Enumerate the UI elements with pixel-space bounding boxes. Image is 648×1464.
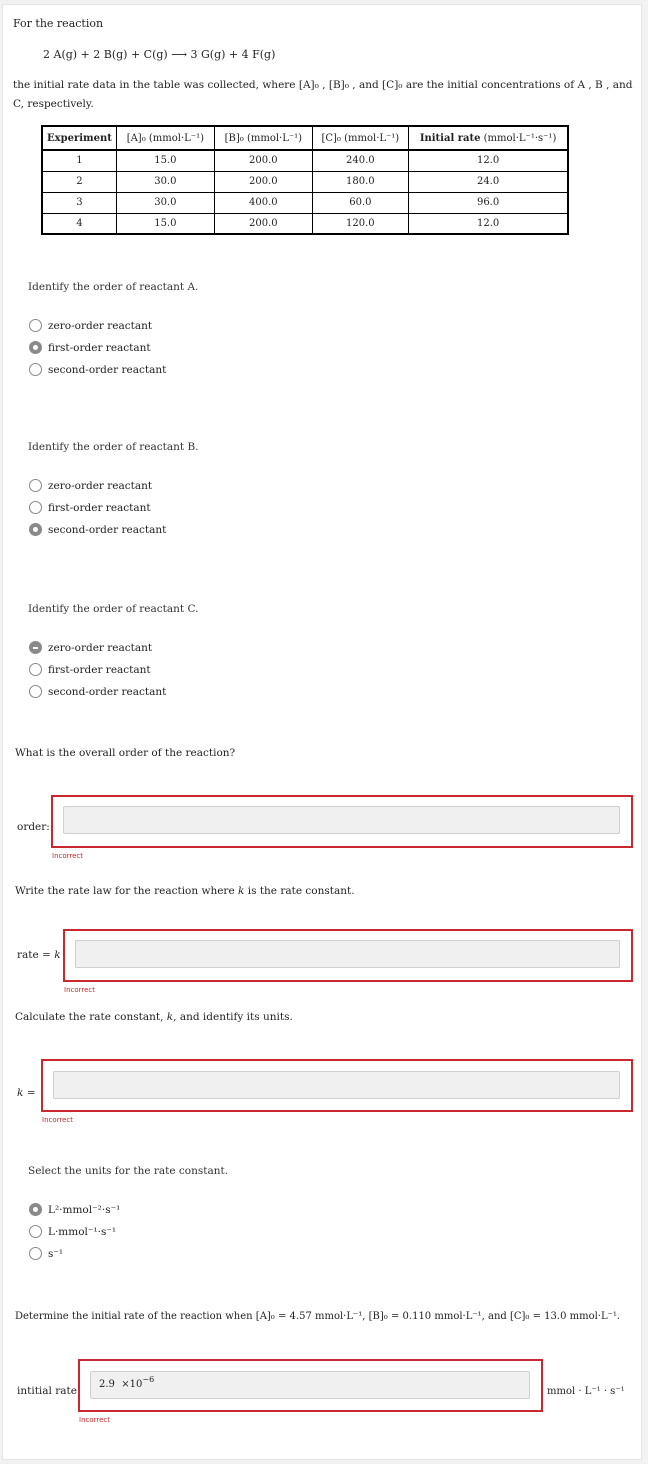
option-label: s⁻¹ — [48, 1247, 64, 1260]
reaction-equation: 2 A(g) + 2 B(g) + C(g) ⟶ 3 G(g) + 4 F(g) — [43, 48, 276, 61]
option-label: L·mmol⁻¹·s⁻¹ — [48, 1225, 117, 1238]
order-label: order: — [17, 821, 50, 833]
cell: 400.0 — [214, 192, 312, 213]
radio-icon[interactable] — [29, 319, 42, 332]
option-b-first[interactable] — [29, 501, 151, 514]
initial-rate-feedback: Incorrect — [79, 1416, 111, 1424]
cell: 200.0 — [214, 171, 312, 192]
initial-rate-label: intitial rate: — [17, 1385, 81, 1397]
initial-rate-prompt: Determine the initial rate of the reaction when [A]₀ = 4.57 mmol·L⁻¹, [B]₀ = 0.110 mmol·L⁻¹, and [C]₀ = 13.0 mmol·L⁻¹. — [15, 1311, 621, 1322]
rate-data-table — [41, 125, 569, 235]
header-a0: [A]₀ (mmol·L⁻¹) — [116, 126, 214, 150]
header-experiment: Experiment — [42, 126, 116, 150]
rate-label-text: rate = — [17, 949, 55, 961]
radio-icon[interactable] — [29, 685, 42, 698]
option-label: zero-order reactant — [48, 319, 153, 332]
rate-label — [17, 949, 61, 961]
header-c0: [C]₀ (mmol·L⁻¹) — [312, 126, 408, 150]
cell: 4 — [42, 213, 116, 234]
option-units-l[interactable] — [29, 1225, 116, 1238]
rate-constant-input[interactable] — [53, 1071, 620, 1099]
rate-law-input[interactable] — [75, 940, 620, 968]
rate-constant-prompt — [15, 1011, 293, 1023]
option-label: second-order reactant — [48, 363, 167, 376]
rate-constant-symbol: k — [238, 885, 245, 897]
header-initial-rate-label: Initial rate — [419, 132, 481, 144]
cell: 240.0 — [312, 150, 408, 171]
cell: 12.0 — [408, 150, 568, 171]
radio-icon[interactable] — [29, 1247, 42, 1260]
intro-description-line1: the initial rate data in the table was collected, where [A]₀ , [B]₀ , and [C]₀ are the initial concentrations of A , B , and — [13, 79, 633, 91]
initial-rate-mantissa: 2.9 — [99, 1379, 115, 1390]
question-a-prompt: Identify the order of reactant A. — [28, 281, 199, 293]
option-label: second-order reactant — [48, 523, 167, 536]
k-label-equals: = — [23, 1087, 36, 1099]
radio-checked-icon[interactable] — [29, 1203, 42, 1216]
rate-constant-prompt-text: Calculate the rate constant, — [15, 1011, 167, 1023]
radio-icon[interactable] — [29, 363, 42, 376]
option-label: zero-order reactant — [48, 641, 153, 654]
cell: 2 — [42, 171, 116, 192]
radio-icon[interactable] — [29, 479, 42, 492]
rate-constant-prompt-k: k — [166, 1011, 174, 1023]
order-feedback: Incorrect — [52, 852, 84, 860]
rate-law-prompt-text: Write the rate law for the reaction where — [15, 885, 239, 897]
table-row — [42, 192, 568, 213]
cell: 12.0 — [408, 213, 568, 234]
radio-icon[interactable] — [29, 663, 42, 676]
radio-checked-icon[interactable] — [29, 641, 42, 654]
rate-law-prompt-text-end: is the rate constant. — [244, 885, 355, 897]
option-c-zero[interactable] — [29, 641, 152, 654]
option-a-zero[interactable] — [29, 319, 152, 332]
cell: 3 — [42, 192, 116, 213]
option-c-first[interactable] — [29, 663, 151, 676]
cell: 1 — [42, 150, 116, 171]
option-a-first[interactable] — [29, 341, 151, 354]
header-b0: [B]₀ (mmol·L⁻¹) — [214, 126, 312, 150]
units-prompt: Select the units for the rate constant. — [28, 1165, 229, 1177]
cell: 30.0 — [116, 171, 214, 192]
cell: 96.0 — [408, 192, 568, 213]
radio-checked-icon[interactable] — [29, 341, 42, 354]
option-label: first-order reactant — [48, 341, 151, 354]
cell: 15.0 — [116, 213, 214, 234]
option-units-l2[interactable] — [29, 1203, 120, 1216]
option-units-s[interactable] — [29, 1247, 63, 1260]
option-b-second[interactable] — [29, 523, 166, 536]
cell: 15.0 — [116, 150, 214, 171]
radio-icon[interactable] — [29, 1225, 42, 1238]
initial-rate-exponent: −6 — [142, 1375, 155, 1384]
intro-lead: For the reaction — [13, 17, 104, 30]
option-b-zero[interactable] — [29, 479, 152, 492]
option-label: zero-order reactant — [48, 479, 153, 492]
initial-rate-input[interactable] — [90, 1371, 530, 1399]
radio-checked-icon[interactable] — [29, 523, 42, 536]
option-label: L²·mmol⁻²·s⁻¹ — [48, 1203, 121, 1216]
option-a-second[interactable] — [29, 363, 166, 376]
table-row — [42, 150, 568, 171]
cell: 180.0 — [312, 171, 408, 192]
table-row — [42, 171, 568, 192]
radio-icon[interactable] — [29, 501, 42, 514]
rate-constant-prompt-end: , and identify its units. — [173, 1011, 293, 1023]
order-input[interactable] — [63, 806, 620, 834]
initial-rate-times: ×10 — [121, 1379, 143, 1390]
rate-law-prompt — [15, 885, 355, 897]
option-label: second-order reactant — [48, 685, 167, 698]
cell: 200.0 — [214, 213, 312, 234]
initial-rate-unit: mmol · L⁻¹ · s⁻¹ — [547, 1386, 625, 1397]
intro-description-line2: C, respectively. — [13, 98, 94, 110]
cell: 120.0 — [312, 213, 408, 234]
cell: 24.0 — [408, 171, 568, 192]
overall-order-prompt: What is the overall order of the reaction? — [15, 747, 236, 759]
option-c-second[interactable] — [29, 685, 166, 698]
cell: 30.0 — [116, 192, 214, 213]
cell: 60.0 — [312, 192, 408, 213]
question-card — [2, 4, 642, 1460]
option-label: first-order reactant — [48, 501, 151, 514]
header-initial-rate-unit: (mmol·L⁻¹·s⁻¹) — [483, 132, 557, 144]
rate-label-k: k — [54, 949, 61, 961]
cell: 200.0 — [214, 150, 312, 171]
header-initial-rate — [408, 126, 568, 150]
table-row — [42, 213, 568, 234]
rate-constant-feedback: Incorrect — [42, 1116, 74, 1124]
k-label — [17, 1087, 36, 1099]
question-b-prompt: Identify the order of reactant B. — [28, 441, 199, 453]
option-label: first-order reactant — [48, 663, 151, 676]
question-c-prompt: Identify the order of reactant C. — [28, 603, 199, 615]
rate-law-feedback: Incorrect — [64, 986, 96, 994]
k-label-symbol: k — [17, 1087, 24, 1099]
table-header-row — [42, 126, 568, 150]
